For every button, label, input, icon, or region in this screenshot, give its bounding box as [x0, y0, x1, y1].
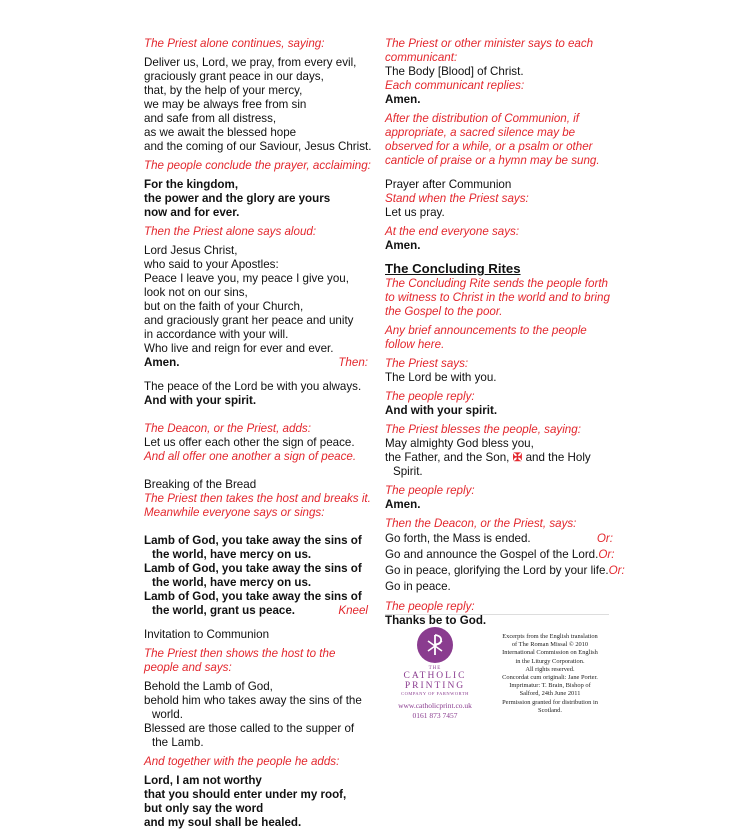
prayer-line: Behold the Lamb of God, [144, 680, 273, 693]
or-rubric: Or: [596, 532, 613, 545]
brand-the: THE [428, 666, 442, 671]
copyright-line: of The Roman Missal © 2010 [511, 641, 589, 649]
copyright-line: in the Liturgy Corporation. [515, 657, 585, 665]
prayer-line: but on the faith of your Church, [144, 300, 304, 313]
phone-number: 0161 873 7457 [412, 711, 458, 720]
prayer-line: we may be always free from sin [144, 98, 307, 111]
rubric-text: The people reply: [385, 600, 475, 613]
rubric-text: Stand when the Priest says: [385, 192, 529, 205]
response-line: For the kingdom, [144, 178, 239, 191]
copyright-line: All rights reserved. [525, 665, 575, 673]
response-line: and my soul shall be healed. [144, 816, 302, 829]
website-link[interactable]: www.catholicprint.co.uk [398, 701, 472, 710]
publisher-logo [389, 627, 481, 721]
agnus-dei-line: Lamb of God, you take away the sins of [144, 590, 362, 603]
prayer-line: that, by the help of your mercy, [144, 84, 303, 97]
copyright-line: Salford, 24th June 2011 [519, 690, 581, 698]
rubric-text: The Priest says: [385, 357, 469, 370]
chi-rho-icon [417, 627, 453, 663]
prayer-line: and safe from all distress, [144, 112, 277, 125]
amen-then-row [144, 356, 368, 370]
left-column [144, 37, 372, 830]
right-column [385, 37, 625, 628]
rubric-line: appropriate, a sacred silence may be [385, 126, 576, 139]
copyright-line: Concordat cum originali: Jane Porter. [502, 674, 598, 682]
rubric-text: Meanwhile everyone says or sings: [144, 506, 325, 519]
final-response: Thanks be to God. [385, 614, 487, 627]
dismissal-option [385, 563, 625, 579]
rubric-text: follow here. [385, 338, 445, 351]
rubric-text: The Priest then shows the host to the [144, 647, 336, 660]
blessing-line: Spirit. [393, 465, 423, 478]
rubric-text: The Deacon, or the Priest, adds: [144, 422, 311, 435]
dismissal-text: Go in peace, glorifying the Lord by your life. [385, 564, 609, 577]
prayer-line: Deliver us, Lord, we pray, from every evil, [144, 56, 357, 69]
dismissal-text: Go in peace. [385, 580, 451, 593]
rubric-text: The Priest then takes the host and breaks it. [144, 492, 371, 505]
rubric-line: canticle of praise or a hymn may be sung. [385, 154, 600, 167]
dismissal-text: Go forth, the Mass is ended. [385, 532, 531, 545]
rubric-line: After the distribution of Communion, if [385, 112, 579, 125]
ecce-agnus-dei [144, 680, 368, 750]
copyright-line: Imprimatur: T. Brain, Bishop of [509, 682, 591, 690]
prayer-line: graciously grant peace in our days, [144, 70, 324, 83]
rubric-text: The Priest alone continues, saying: [144, 37, 325, 50]
then-rubric: Then: [338, 356, 368, 369]
rubric-text: the Gospel to the poor. [385, 305, 503, 318]
or-rubric: Or: [608, 564, 625, 577]
agnus-dei-last-row [144, 604, 368, 618]
rubric-text: The Priest or other minister says to each [385, 37, 594, 50]
rubric-text: And together with the people he adds: [144, 755, 340, 768]
domine-non-sum-dignus [144, 774, 368, 830]
prayer-line: Who live and reign for ever and ever. [144, 342, 334, 355]
prayer-line: Blessed are those called to the supper of [144, 722, 355, 735]
copyright-line: International Commission on English [502, 649, 598, 657]
prayer-line: who said to your Apostles: [144, 258, 279, 271]
blessing-text: and the Holy [525, 451, 591, 464]
brand-tagline: COMPANY OF FARNWORTH [401, 691, 469, 696]
sign-of-peace-invitation: Let us offer each other the sign of peace. [144, 436, 355, 449]
rubric-text: Then the Deacon, or the Priest, says: [385, 517, 577, 530]
greeting-response: And with your spirit. [385, 404, 498, 417]
brand-printing: PRINTING [404, 681, 466, 691]
rubric-text: At the end everyone says: [385, 225, 520, 238]
blessing-line-cross [385, 451, 613, 465]
amen-response: Amen. [385, 498, 421, 511]
rubric-text: Then the Priest alone says aloud: [144, 225, 317, 238]
rubric-text: The people reply: [385, 484, 475, 497]
rubric-text: people and says: [144, 661, 232, 674]
rubric-text: The Concluding Rite sends the people forth [385, 277, 608, 290]
let-us-pray: Let us pray. [385, 206, 445, 219]
response-line: Lord, I am not worthy [144, 774, 262, 787]
contact-details [389, 701, 481, 721]
dismissal-options [385, 531, 625, 595]
prayer-line: and the coming of our Saviour, Jesus Christ. [144, 140, 372, 153]
copyright-line: Scotland. [538, 706, 562, 714]
copyright-line: Permission granted for distribution in [502, 698, 598, 706]
prayer-line: and graciously grant her peace and unity [144, 314, 354, 327]
agnus-dei [144, 534, 368, 618]
amen-response: Amen. [385, 239, 421, 252]
agnus-dei-line: Lamb of God, you take away the sins of [144, 562, 362, 575]
blessing-line: May almighty God bless you, [385, 437, 534, 450]
peace-response: And with your spirit. [144, 394, 257, 407]
response-line: but only say the word [144, 802, 264, 815]
dismissal-option [385, 531, 613, 547]
response-line: that you should enter under my roof, [144, 788, 347, 801]
peace-greeting: The peace of the Lord be with you always. [144, 380, 362, 393]
prayer-line: look not on our sins, [144, 286, 248, 299]
response-line: the power and the glory are yours [144, 192, 331, 205]
prayer-line: the Lamb. [152, 736, 204, 749]
body-of-christ: The Body [Blood] of Christ. [385, 65, 524, 78]
dismissal-text: Go and announce the Gospel of the Lord. [385, 548, 599, 561]
prayer-line: behold him who takes away the sins of the [144, 694, 362, 707]
copyright-notice [487, 633, 613, 715]
rubric-line: observed for a while, or a psalm or other [385, 140, 593, 153]
prayer-line: Lord Jesus Christ, [144, 244, 238, 257]
agnus-dei-line: Lamb of God, you take away the sins of [144, 534, 362, 547]
rubric-text: And all offer one another a sign of peace. [144, 450, 357, 463]
rubric-text: The Priest blesses the people, saying: [385, 423, 581, 436]
prayer-line: world. [152, 708, 183, 721]
concluding-rites-heading: The Concluding Rites [385, 261, 521, 276]
prayer-line: Peace I leave you, my peace I give you, [144, 272, 349, 285]
rubric-text: communicant: [385, 51, 458, 64]
peace-prayer [144, 244, 368, 356]
rubric-text: The people reply: [385, 390, 475, 403]
rubric-text: Any brief announcements to the people [385, 324, 587, 337]
rubric-text: to witness to Christ in the world and to bring [385, 291, 610, 304]
prayer-after-communion-title: Prayer after Communion [385, 178, 512, 191]
cross-icon: ✠ [512, 451, 523, 464]
section-title-breaking-bread: Breaking of the Bread [144, 478, 257, 491]
silence-rubric [385, 112, 613, 168]
brand-catholic: CATHOLIC [403, 671, 467, 681]
rubric-text: The people conclude the prayer, acclaiming: [144, 159, 371, 172]
blessing-text: the Father, and the Son, [385, 451, 510, 464]
dismissal-option [385, 579, 613, 595]
section-title-invitation: Invitation to Communion [144, 628, 270, 641]
dismissal-option [385, 547, 613, 563]
kneel-rubric: Kneel [338, 604, 368, 617]
response-line: now and for ever. [144, 206, 240, 219]
greeting: The Lord be with you. [385, 371, 497, 384]
agnus-dei-line: the world, have mercy on us. [152, 548, 312, 561]
embolism-prayer [144, 56, 372, 154]
doxology-response [144, 178, 368, 220]
agnus-dei-line: the world, have mercy on us. [152, 576, 312, 589]
amen-response: Amen. [144, 356, 180, 369]
agnus-dei-line: the world, grant us peace. [152, 604, 296, 617]
prayer-line: in accordance with your will. [144, 328, 289, 341]
or-rubric: Or: [598, 548, 615, 561]
copyright-line: Excerpts from the English translation [502, 633, 598, 640]
amen-response: Amen. [385, 93, 421, 106]
prayer-line: as we await the blessed hope [144, 126, 297, 139]
rubric-text: Each communicant replies: [385, 79, 525, 92]
